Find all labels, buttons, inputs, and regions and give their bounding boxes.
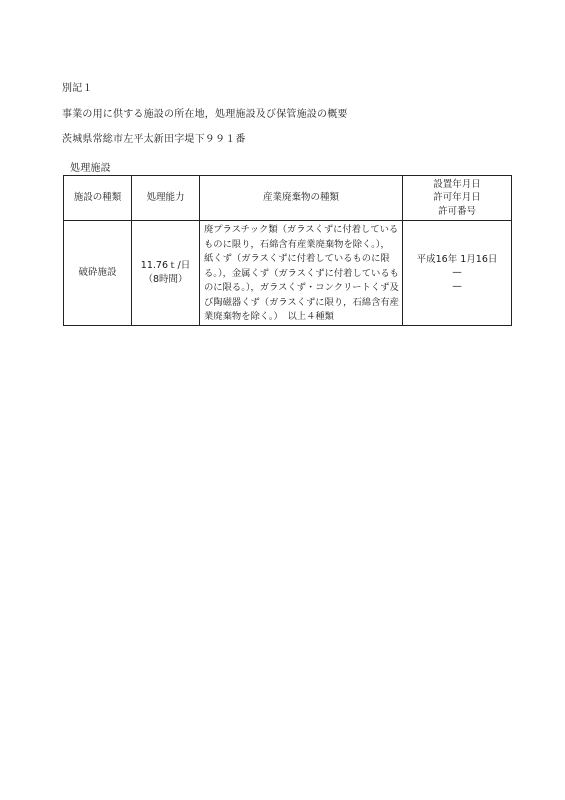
section-label: 処理施設 [70, 163, 111, 174]
appendix-label: 別記１ [62, 83, 93, 94]
cell-capacity [132, 221, 200, 326]
permit-number: — [452, 280, 462, 292]
facility-address: 茨城県常総市左平太新田字堤下９９１番 [62, 134, 246, 145]
header-permit-number: 許可番号 [437, 205, 476, 217]
cell-waste-types: 廃プラスチック類（ガラスくずに付着しているものに限り，石綿含有産業廃棄物を除く。），紙くず（ガラスくずに付着しているものに限る。），金属くず（ガラスくずに付着しているものに限る。），ガラスくず・コンクリートくず及び陶磁器くず（ガラスくずに限り，石綿含有産業廃棄物を除く。） 以上４種類 [200, 221, 403, 326]
header-permit-date: 許可年月日 [433, 192, 481, 204]
capacity-value: 11.76ｔ/日 [140, 260, 191, 272]
table-row [64, 221, 512, 326]
facility-table [63, 175, 512, 326]
permit-date: — [452, 267, 462, 278]
header-dates [403, 176, 512, 221]
cell-dates [403, 221, 512, 326]
header-install-date: 設置年月日 [433, 178, 481, 190]
table-header-row [64, 176, 512, 221]
header-waste-type: 産業廃棄物の種類 [200, 176, 403, 221]
install-date: 平成16年 1月16日 [416, 253, 498, 265]
capacity-hours: （8時間） [143, 273, 188, 285]
cell-facility-type: 破砕施設 [64, 221, 132, 326]
header-facility-type: 施設の種類 [64, 176, 132, 221]
document-title: 事業の用に供する施設の所在地，処理施設及び保管施設の概要 [62, 109, 348, 120]
header-capacity: 処理能力 [132, 176, 200, 221]
